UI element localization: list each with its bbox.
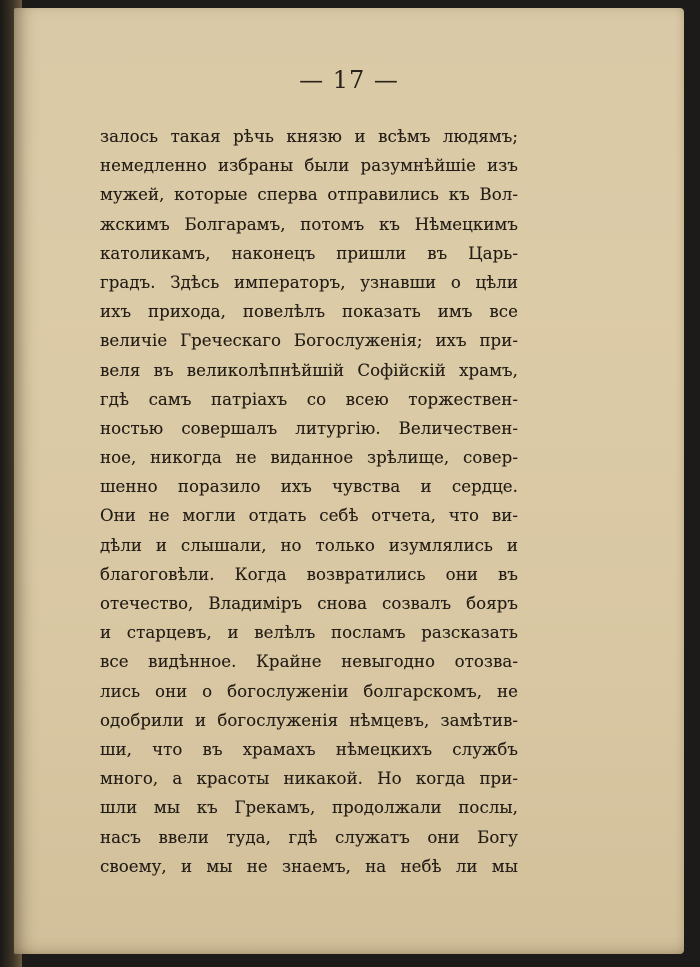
text-line: ихъ прихода, повелѣлъ показать имъ все — [100, 302, 518, 322]
text-line: гдѣ самъ патріахъ со всею торжествен- — [100, 389, 518, 409]
text-line: мужей, которые сперва отправились къ Вол- — [100, 185, 518, 205]
text-line: ностью совершалъ литургію. Величествен- — [100, 418, 518, 438]
text-line: католикамъ, наконецъ пришли въ Царь- — [100, 243, 518, 263]
text-line: Они не могли отдать себѣ отчета, что ви- — [100, 506, 518, 526]
page-number: — 17 — — [299, 66, 399, 94]
text-line: все видѣнное. Крайне невыгодно отозва- — [100, 652, 518, 672]
body-text — [100, 122, 518, 881]
text-line: шенно поразило ихъ чувства и сердце. — [100, 477, 518, 497]
text-line: своему, и мы не знаемъ, на небѣ ли мы — [100, 856, 518, 876]
text-line: немедленно избраны были разумнѣйшіе изъ — [100, 156, 518, 176]
book-page — [14, 8, 684, 954]
text-line: градъ. Здѣсь императоръ, узнавши о цѣли — [100, 272, 518, 292]
text-line: одобрили и богослуженія нѣмцевъ, замѣтив- — [100, 710, 518, 730]
text-line: жскимъ Болгарамъ, потомъ къ Нѣмецкимъ — [100, 214, 518, 234]
text-line: насъ ввели туда, гдѣ служатъ они Богу — [100, 827, 518, 847]
text-line: отечество, Владиміръ снова созвалъ бояръ — [100, 594, 518, 613]
text-line: благоговѣли. Когда возвратились они въ — [100, 564, 518, 584]
text-line: лись они о богослуженіи болгарскомъ, не — [100, 681, 518, 701]
text-line: залось такая рѣчь князю и всѣмъ людямъ; — [100, 127, 518, 146]
text-line: дѣли и слышали, но только изумлялись и — [100, 535, 518, 555]
text-line: и старцевъ, и велѣлъ посламъ разсказать — [100, 623, 518, 643]
text-line: шли мы къ Грекамъ, продолжали послы, — [100, 798, 518, 818]
text-line: величіе Греческаго Богослуженія; ихъ при- — [100, 331, 518, 351]
text-line: ши, что въ храмахъ нѣмецкихъ службъ — [100, 739, 518, 759]
text-line: веля въ великолѣпнѣйшій Софійскій храмъ, — [100, 360, 518, 380]
text-line: много, а красоты никакой. Но когда при- — [100, 769, 518, 789]
text-line: ное, никогда не виданное зрѣлище, совер- — [100, 448, 518, 468]
